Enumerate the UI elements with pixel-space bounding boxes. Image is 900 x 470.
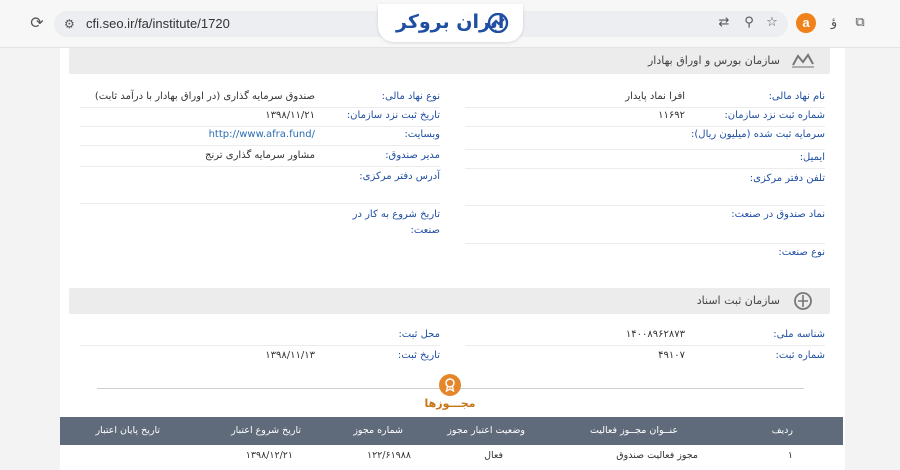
permits-title: مجـــوزها — [424, 397, 476, 410]
cell-title: مجوز فعالیت صندوق — [616, 450, 698, 461]
col-start-date: تاریخ شروع اعتبار — [231, 425, 301, 436]
website-link[interactable]: http://www.afra.fund/ — [208, 129, 315, 140]
field-website — [80, 126, 440, 146]
field-reg-date — [80, 107, 440, 127]
reload-icon[interactable]: ⟳ — [30, 13, 44, 32]
field-value: ۱۳۹۸/۱۱/۱۳ — [265, 350, 315, 361]
field-label: نام نهاد مالی: — [768, 91, 825, 102]
col-number: شماره مجوز — [353, 425, 403, 436]
sebo-section-header — [69, 48, 830, 74]
col-title: عنــوان مجــوز فعالیت — [589, 425, 678, 436]
award-icon — [444, 378, 456, 392]
field-label: ایمیل: — [799, 152, 825, 163]
field-label: شماره ثبت نزد سازمان: — [724, 110, 825, 121]
brand-mark-icon — [487, 13, 509, 33]
field-label: نوع نهاد مالی: — [381, 91, 440, 102]
col-status: وضعیت اعتبار مجوز — [447, 425, 525, 436]
field-value: ۴۹۱۰۷ — [658, 350, 685, 361]
field-value: ۱۴۰۰۸۹۶۲۸۷۳ — [625, 329, 685, 340]
cell-number: ۱۲۲/۶۱۹۸۸ — [366, 450, 411, 461]
field-value: افرا نماد پایدار — [625, 91, 685, 102]
field-value: صندوق سرمایه گذاری (در اوراق بهادار با درآمد ثابت) — [94, 91, 315, 102]
field-label: تاریخ ثبت: — [397, 350, 440, 361]
field-type — [80, 88, 440, 108]
field-reg-no — [465, 347, 825, 367]
sebo-title: سازمان بورس و اوراق بهادار — [647, 54, 780, 67]
permits-badge — [439, 374, 461, 396]
field-value: ۱۱۶۹۲ — [658, 110, 685, 121]
registry-section-header — [69, 288, 830, 314]
field-name — [465, 88, 825, 108]
col-end-date: تاریخ پایان اعتبار — [95, 425, 160, 436]
url-text[interactable]: cfi.seo.ir/fa/institute/1720 — [86, 16, 230, 31]
extensions-puzzle-icon[interactable]: ⧉ — [855, 15, 865, 30]
field-start-date — [80, 206, 440, 242]
field-label: نماد صندوق در صنعت: — [731, 209, 825, 220]
bookmark-star-icon[interactable]: ☆ — [766, 15, 778, 30]
field-capital — [465, 126, 825, 150]
field-label: شماره ثبت: — [775, 350, 825, 361]
field-label-cont: صنعت: — [410, 225, 440, 236]
brand-logo[interactable] — [378, 4, 523, 42]
field-label: نوع صنعت: — [778, 247, 825, 258]
field-email — [465, 149, 825, 169]
site-settings-icon[interactable]: ⚙ — [64, 17, 75, 31]
zoom-icon[interactable]: ⚲ — [744, 15, 754, 30]
table-row — [60, 445, 843, 470]
field-symbol — [465, 206, 825, 244]
field-phone — [465, 170, 825, 206]
field-national-id — [465, 326, 825, 346]
registry-emblem-icon — [790, 291, 816, 311]
browser-toolbar — [0, 0, 900, 48]
cell-start-date: ۱۳۹۸/۱۲/۲۱ — [245, 450, 293, 461]
field-industry — [465, 244, 825, 264]
institute-page — [60, 48, 845, 470]
field-label: سرمایه ثبت شده (میلیون ریال): — [691, 129, 825, 140]
registry-title: سازمان ثبت اسناد — [696, 294, 780, 307]
field-reg-place — [80, 326, 440, 346]
field-label: شناسه ملی: — [773, 329, 825, 340]
field-label: محل ثبت: — [398, 329, 440, 340]
sebo-logo-icon — [790, 51, 816, 71]
permits-table-header — [60, 417, 843, 445]
field-manager — [80, 147, 440, 167]
field-reg-number — [465, 107, 825, 127]
extension-a-icon[interactable]: a — [796, 13, 816, 33]
cell-row: ۱ — [787, 450, 793, 461]
field-label: وبسایت: — [404, 129, 440, 140]
field-reg-date-registry — [80, 347, 440, 367]
field-value: مشاور سرمایه گذاری ترنج — [205, 150, 315, 161]
field-label: تلفن دفتر مرکزی: — [749, 173, 825, 184]
cell-status: فعال — [484, 450, 503, 461]
field-label: مدیر صندوق: — [385, 150, 440, 161]
field-address — [80, 168, 440, 204]
col-row: ردیف — [771, 425, 793, 436]
field-label: آدرس دفتر مرکزی: — [359, 171, 440, 182]
translate-icon[interactable]: ⇄ — [718, 15, 730, 30]
field-value: ۱۳۹۸/۱۱/۲۱ — [265, 110, 315, 121]
brand-name: ایران بروکر — [396, 11, 505, 33]
field-label: تاریخ ثبت نزد سازمان: — [346, 110, 440, 121]
extension-icon[interactable]: ؤ — [830, 15, 838, 30]
field-label: تاریخ شروع به کار در — [352, 209, 440, 220]
